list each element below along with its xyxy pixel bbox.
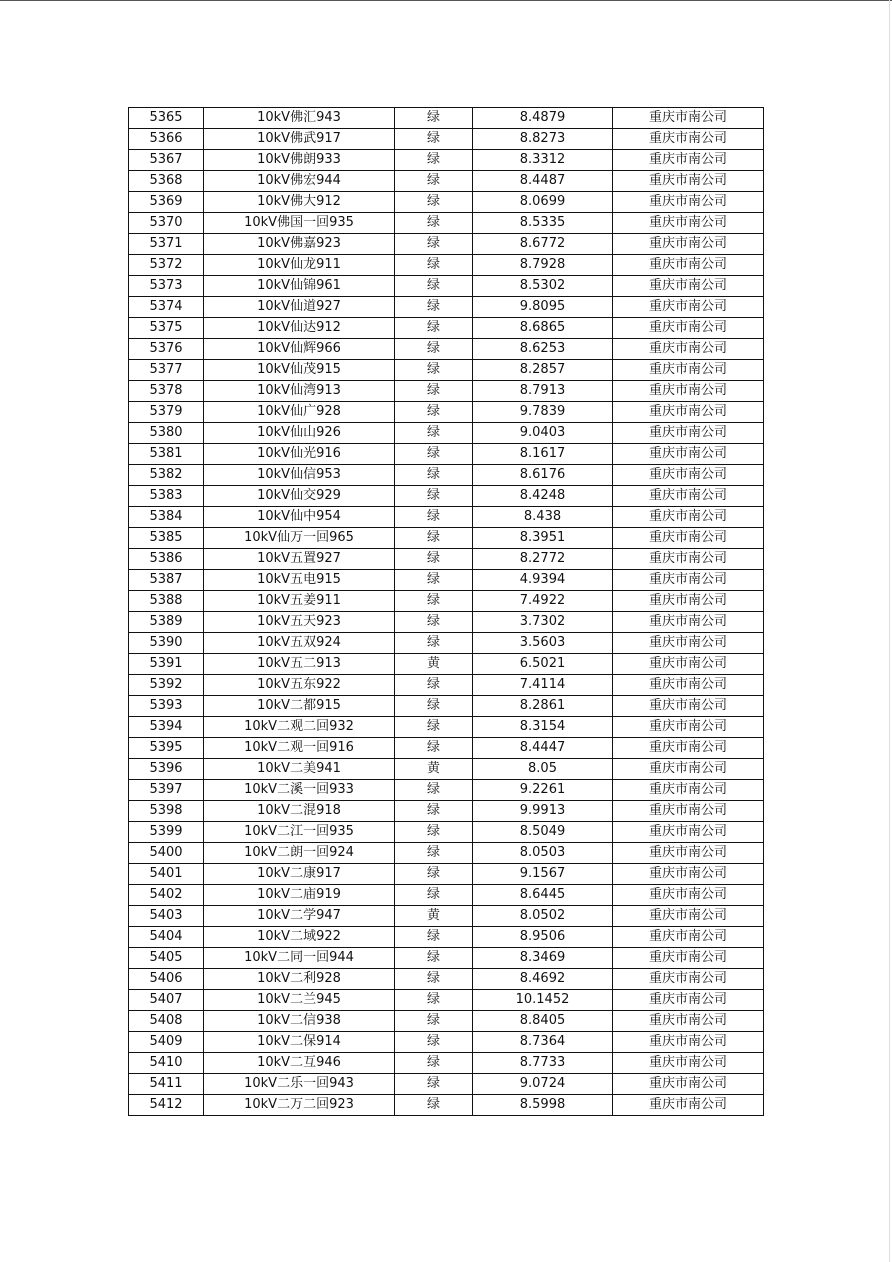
table-row [129, 423, 764, 444]
company-cell: 重庆市南公司 [613, 570, 764, 591]
value-cell: 8.6253 [473, 339, 613, 360]
status-color-cell: 黄 [395, 906, 473, 927]
status-color-cell: 绿 [395, 1053, 473, 1074]
row-index-cell: 5390 [129, 633, 204, 654]
status-color-cell: 绿 [395, 948, 473, 969]
company-cell: 重庆市南公司 [613, 696, 764, 717]
value-cell: 8.4487 [473, 171, 613, 192]
value-cell: 8.3951 [473, 528, 613, 549]
feeder-name-cell: 10kV二混918 [204, 801, 395, 822]
row-index-cell: 5377 [129, 360, 204, 381]
status-color-cell: 绿 [395, 528, 473, 549]
status-color-cell: 绿 [395, 171, 473, 192]
table-row [129, 1074, 764, 1095]
feeder-name-cell: 10kV仙辉966 [204, 339, 395, 360]
company-cell: 重庆市南公司 [613, 402, 764, 423]
row-index-cell: 5394 [129, 717, 204, 738]
row-index-cell: 5366 [129, 129, 204, 150]
feeder-name-cell: 10kV佛朗933 [204, 150, 395, 171]
feeder-name-cell: 10kV仙信953 [204, 465, 395, 486]
row-index-cell: 5392 [129, 675, 204, 696]
feeder-name-cell: 10kV佛宏944 [204, 171, 395, 192]
row-index-cell: 5395 [129, 738, 204, 759]
table-row [129, 969, 764, 990]
row-index-cell: 5382 [129, 465, 204, 486]
value-cell: 8.438 [473, 507, 613, 528]
row-index-cell: 5386 [129, 549, 204, 570]
row-index-cell: 5385 [129, 528, 204, 549]
value-cell: 8.4879 [473, 108, 613, 129]
row-index-cell: 5408 [129, 1011, 204, 1032]
table-row [129, 591, 764, 612]
status-color-cell: 绿 [395, 339, 473, 360]
company-cell: 重庆市南公司 [613, 1011, 764, 1032]
status-color-cell: 绿 [395, 738, 473, 759]
company-cell: 重庆市南公司 [613, 717, 764, 738]
company-cell: 重庆市南公司 [613, 885, 764, 906]
page-right-edge [889, 0, 890, 1262]
company-cell: 重庆市南公司 [613, 1032, 764, 1053]
feeder-name-cell: 10kV二乐一回943 [204, 1074, 395, 1095]
value-cell: 8.4447 [473, 738, 613, 759]
company-cell: 重庆市南公司 [613, 213, 764, 234]
value-cell: 9.7839 [473, 402, 613, 423]
company-cell: 重庆市南公司 [613, 948, 764, 969]
status-color-cell: 绿 [395, 297, 473, 318]
feeder-name-cell: 10kV二万二回923 [204, 1095, 395, 1116]
feeder-name-cell: 10kV二兰945 [204, 990, 395, 1011]
company-cell: 重庆市南公司 [613, 381, 764, 402]
company-cell: 重庆市南公司 [613, 507, 764, 528]
feeder-name-cell: 10kV二江一回935 [204, 822, 395, 843]
status-color-cell: 绿 [395, 1032, 473, 1053]
row-index-cell: 5384 [129, 507, 204, 528]
feeder-table-body [129, 108, 764, 1116]
table-row [129, 213, 764, 234]
table-row [129, 129, 764, 150]
table-row [129, 360, 764, 381]
row-index-cell: 5391 [129, 654, 204, 675]
row-index-cell: 5369 [129, 192, 204, 213]
value-cell: 8.2861 [473, 696, 613, 717]
status-color-cell: 黄 [395, 654, 473, 675]
feeder-name-cell: 10kV佛嘉923 [204, 234, 395, 255]
status-color-cell: 绿 [395, 1074, 473, 1095]
company-cell: 重庆市南公司 [613, 822, 764, 843]
row-index-cell: 5400 [129, 843, 204, 864]
row-index-cell: 5375 [129, 318, 204, 339]
value-cell: 3.5603 [473, 633, 613, 654]
table-row [129, 1032, 764, 1053]
table-row [129, 717, 764, 738]
row-index-cell: 5407 [129, 990, 204, 1011]
status-color-cell: 绿 [395, 633, 473, 654]
feeder-name-cell: 10kV仙交929 [204, 486, 395, 507]
table-row [129, 990, 764, 1011]
value-cell: 9.8095 [473, 297, 613, 318]
table-row [129, 486, 764, 507]
company-cell: 重庆市南公司 [613, 801, 764, 822]
row-index-cell: 5411 [129, 1074, 204, 1095]
value-cell: 8.0502 [473, 906, 613, 927]
table-row [129, 1053, 764, 1074]
row-index-cell: 5381 [129, 444, 204, 465]
row-index-cell: 5378 [129, 381, 204, 402]
table-row [129, 444, 764, 465]
feeder-name-cell: 10kV佛大912 [204, 192, 395, 213]
row-index-cell: 5374 [129, 297, 204, 318]
feeder-name-cell: 10kV佛国一回935 [204, 213, 395, 234]
company-cell: 重庆市南公司 [613, 780, 764, 801]
feeder-name-cell: 10kV二利928 [204, 969, 395, 990]
company-cell: 重庆市南公司 [613, 1074, 764, 1095]
company-cell: 重庆市南公司 [613, 738, 764, 759]
status-color-cell: 绿 [395, 150, 473, 171]
row-index-cell: 5405 [129, 948, 204, 969]
value-cell: 8.6772 [473, 234, 613, 255]
value-cell: 8.0699 [473, 192, 613, 213]
table-row [129, 339, 764, 360]
table-row [129, 234, 764, 255]
value-cell: 8.5049 [473, 822, 613, 843]
value-cell: 8.05 [473, 759, 613, 780]
value-cell: 8.7733 [473, 1053, 613, 1074]
status-color-cell: 绿 [395, 192, 473, 213]
feeder-name-cell: 10kV二观二回932 [204, 717, 395, 738]
feeder-name-cell: 10kV二康917 [204, 864, 395, 885]
feeder-table [128, 107, 764, 1116]
status-color-cell: 绿 [395, 927, 473, 948]
table-row [129, 654, 764, 675]
company-cell: 重庆市南公司 [613, 759, 764, 780]
value-cell: 8.7913 [473, 381, 613, 402]
table-row [129, 507, 764, 528]
value-cell: 9.9913 [473, 801, 613, 822]
row-index-cell: 5365 [129, 108, 204, 129]
value-cell: 8.4248 [473, 486, 613, 507]
status-color-cell: 绿 [395, 234, 473, 255]
status-color-cell: 绿 [395, 276, 473, 297]
page-top-border [0, 0, 892, 1]
value-cell: 8.7928 [473, 255, 613, 276]
company-cell: 重庆市南公司 [613, 675, 764, 696]
feeder-name-cell: 10kV二美941 [204, 759, 395, 780]
company-cell: 重庆市南公司 [613, 339, 764, 360]
row-index-cell: 5373 [129, 276, 204, 297]
row-index-cell: 5404 [129, 927, 204, 948]
feeder-name-cell: 10kV二互946 [204, 1053, 395, 1074]
company-cell: 重庆市南公司 [613, 549, 764, 570]
table-row [129, 612, 764, 633]
company-cell: 重庆市南公司 [613, 654, 764, 675]
status-color-cell: 绿 [395, 402, 473, 423]
status-color-cell: 绿 [395, 801, 473, 822]
table-row [129, 549, 764, 570]
status-color-cell: 绿 [395, 717, 473, 738]
table-row [129, 633, 764, 654]
company-cell: 重庆市南公司 [613, 276, 764, 297]
table-row [129, 1011, 764, 1032]
status-color-cell: 绿 [395, 486, 473, 507]
feeder-name-cell: 10kV仙湾913 [204, 381, 395, 402]
status-color-cell: 绿 [395, 465, 473, 486]
row-index-cell: 5371 [129, 234, 204, 255]
company-cell: 重庆市南公司 [613, 318, 764, 339]
feeder-name-cell: 10kV二溪一回933 [204, 780, 395, 801]
table-row [129, 801, 764, 822]
table-row [129, 864, 764, 885]
company-cell: 重庆市南公司 [613, 486, 764, 507]
row-index-cell: 5393 [129, 696, 204, 717]
table-row [129, 927, 764, 948]
table-row [129, 276, 764, 297]
value-cell: 8.2772 [473, 549, 613, 570]
row-index-cell: 5383 [129, 486, 204, 507]
status-color-cell: 绿 [395, 423, 473, 444]
value-cell: 6.5021 [473, 654, 613, 675]
row-index-cell: 5396 [129, 759, 204, 780]
table-row [129, 738, 764, 759]
row-index-cell: 5388 [129, 591, 204, 612]
company-cell: 重庆市南公司 [613, 969, 764, 990]
value-cell: 8.6865 [473, 318, 613, 339]
row-index-cell: 5406 [129, 969, 204, 990]
feeder-name-cell: 10kV五天923 [204, 612, 395, 633]
row-index-cell: 5367 [129, 150, 204, 171]
table-row [129, 570, 764, 591]
status-color-cell: 绿 [395, 780, 473, 801]
row-index-cell: 5376 [129, 339, 204, 360]
row-index-cell: 5368 [129, 171, 204, 192]
table-row [129, 528, 764, 549]
feeder-name-cell: 10kV五姜911 [204, 591, 395, 612]
row-index-cell: 5380 [129, 423, 204, 444]
company-cell: 重庆市南公司 [613, 1095, 764, 1116]
value-cell: 10.1452 [473, 990, 613, 1011]
table-row [129, 822, 764, 843]
company-cell: 重庆市南公司 [613, 444, 764, 465]
status-color-cell: 绿 [395, 129, 473, 150]
feeder-name-cell: 10kV仙广928 [204, 402, 395, 423]
value-cell: 8.8273 [473, 129, 613, 150]
feeder-name-cell: 10kV仙中954 [204, 507, 395, 528]
value-cell: 9.2261 [473, 780, 613, 801]
value-cell: 8.3154 [473, 717, 613, 738]
feeder-name-cell: 10kV仙龙911 [204, 255, 395, 276]
company-cell: 重庆市南公司 [613, 633, 764, 654]
status-color-cell: 绿 [395, 612, 473, 633]
row-index-cell: 5397 [129, 780, 204, 801]
company-cell: 重庆市南公司 [613, 150, 764, 171]
company-cell: 重庆市南公司 [613, 843, 764, 864]
company-cell: 重庆市南公司 [613, 1053, 764, 1074]
value-cell: 9.0403 [473, 423, 613, 444]
value-cell: 8.5998 [473, 1095, 613, 1116]
table-row [129, 108, 764, 129]
feeder-name-cell: 10kV二都915 [204, 696, 395, 717]
company-cell: 重庆市南公司 [613, 927, 764, 948]
value-cell: 3.7302 [473, 612, 613, 633]
value-cell: 7.4922 [473, 591, 613, 612]
table-row [129, 318, 764, 339]
value-cell: 8.2857 [473, 360, 613, 381]
feeder-name-cell: 10kV佛武917 [204, 129, 395, 150]
value-cell: 8.8405 [473, 1011, 613, 1032]
feeder-name-cell: 10kV二庙919 [204, 885, 395, 906]
table-row [129, 297, 764, 318]
table-row [129, 171, 764, 192]
feeder-name-cell: 10kV仙锦961 [204, 276, 395, 297]
status-color-cell: 绿 [395, 990, 473, 1011]
company-cell: 重庆市南公司 [613, 465, 764, 486]
value-cell: 8.6445 [473, 885, 613, 906]
value-cell: 8.3312 [473, 150, 613, 171]
company-cell: 重庆市南公司 [613, 192, 764, 213]
status-color-cell: 绿 [395, 570, 473, 591]
company-cell: 重庆市南公司 [613, 591, 764, 612]
row-index-cell: 5401 [129, 864, 204, 885]
value-cell: 8.5335 [473, 213, 613, 234]
feeder-name-cell: 10kV佛汇943 [204, 108, 395, 129]
table-row [129, 192, 764, 213]
status-color-cell: 绿 [395, 864, 473, 885]
value-cell: 7.4114 [473, 675, 613, 696]
value-cell: 4.9394 [473, 570, 613, 591]
feeder-name-cell: 10kV二朗一回924 [204, 843, 395, 864]
value-cell: 8.1617 [473, 444, 613, 465]
company-cell: 重庆市南公司 [613, 990, 764, 1011]
table-row [129, 696, 764, 717]
feeder-name-cell: 10kV五东922 [204, 675, 395, 696]
status-color-cell: 黄 [395, 759, 473, 780]
value-cell: 8.6176 [473, 465, 613, 486]
feeder-name-cell: 10kV仙茂915 [204, 360, 395, 381]
feeder-name-cell: 10kV仙光916 [204, 444, 395, 465]
value-cell: 9.0724 [473, 1074, 613, 1095]
status-color-cell: 绿 [395, 696, 473, 717]
value-cell: 8.7364 [473, 1032, 613, 1053]
feeder-name-cell: 10kV仙道927 [204, 297, 395, 318]
feeder-name-cell: 10kV仙万一回965 [204, 528, 395, 549]
status-color-cell: 绿 [395, 675, 473, 696]
company-cell: 重庆市南公司 [613, 129, 764, 150]
table-row [129, 381, 764, 402]
row-index-cell: 5379 [129, 402, 204, 423]
status-color-cell: 绿 [395, 549, 473, 570]
value-cell: 8.5302 [473, 276, 613, 297]
table-row [129, 759, 764, 780]
row-index-cell: 5399 [129, 822, 204, 843]
value-cell: 8.3469 [473, 948, 613, 969]
value-cell: 8.0503 [473, 843, 613, 864]
table-row [129, 948, 764, 969]
table-row [129, 780, 764, 801]
table-row [129, 255, 764, 276]
table-row [129, 843, 764, 864]
row-index-cell: 5389 [129, 612, 204, 633]
status-color-cell: 绿 [395, 507, 473, 528]
row-index-cell: 5370 [129, 213, 204, 234]
status-color-cell: 绿 [395, 822, 473, 843]
feeder-name-cell: 10kV仙山926 [204, 423, 395, 444]
company-cell: 重庆市南公司 [613, 108, 764, 129]
status-color-cell: 绿 [395, 360, 473, 381]
status-color-cell: 绿 [395, 255, 473, 276]
feeder-name-cell: 10kV二学947 [204, 906, 395, 927]
status-color-cell: 绿 [395, 1095, 473, 1116]
table-row [129, 675, 764, 696]
company-cell: 重庆市南公司 [613, 255, 764, 276]
status-color-cell: 绿 [395, 1011, 473, 1032]
value-cell: 8.9506 [473, 927, 613, 948]
status-color-cell: 绿 [395, 843, 473, 864]
feeder-name-cell: 10kV五二913 [204, 654, 395, 675]
row-index-cell: 5403 [129, 906, 204, 927]
company-cell: 重庆市南公司 [613, 864, 764, 885]
company-cell: 重庆市南公司 [613, 612, 764, 633]
table-row [129, 402, 764, 423]
table-row [129, 465, 764, 486]
row-index-cell: 5409 [129, 1032, 204, 1053]
company-cell: 重庆市南公司 [613, 234, 764, 255]
row-index-cell: 5398 [129, 801, 204, 822]
feeder-name-cell: 10kV二观一回916 [204, 738, 395, 759]
feeder-name-cell: 10kV二域922 [204, 927, 395, 948]
row-index-cell: 5372 [129, 255, 204, 276]
status-color-cell: 绿 [395, 213, 473, 234]
value-cell: 8.4692 [473, 969, 613, 990]
feeder-name-cell: 10kV二信938 [204, 1011, 395, 1032]
row-index-cell: 5410 [129, 1053, 204, 1074]
feeder-name-cell: 10kV二保914 [204, 1032, 395, 1053]
status-color-cell: 绿 [395, 318, 473, 339]
feeder-name-cell: 10kV五双924 [204, 633, 395, 654]
table-row [129, 1095, 764, 1116]
row-index-cell: 5387 [129, 570, 204, 591]
row-index-cell: 5402 [129, 885, 204, 906]
status-color-cell: 绿 [395, 969, 473, 990]
company-cell: 重庆市南公司 [613, 297, 764, 318]
feeder-name-cell: 10kV仙达912 [204, 318, 395, 339]
value-cell: 9.1567 [473, 864, 613, 885]
table-row [129, 885, 764, 906]
company-cell: 重庆市南公司 [613, 423, 764, 444]
company-cell: 重庆市南公司 [613, 171, 764, 192]
row-index-cell: 5412 [129, 1095, 204, 1116]
table-row [129, 150, 764, 171]
feeder-name-cell: 10kV五电915 [204, 570, 395, 591]
status-color-cell: 绿 [395, 444, 473, 465]
company-cell: 重庆市南公司 [613, 906, 764, 927]
status-color-cell: 绿 [395, 885, 473, 906]
feeder-name-cell: 10kV二同一回944 [204, 948, 395, 969]
company-cell: 重庆市南公司 [613, 528, 764, 549]
table-row [129, 906, 764, 927]
status-color-cell: 绿 [395, 591, 473, 612]
feeder-name-cell: 10kV五置927 [204, 549, 395, 570]
company-cell: 重庆市南公司 [613, 360, 764, 381]
status-color-cell: 绿 [395, 108, 473, 129]
status-color-cell: 绿 [395, 381, 473, 402]
